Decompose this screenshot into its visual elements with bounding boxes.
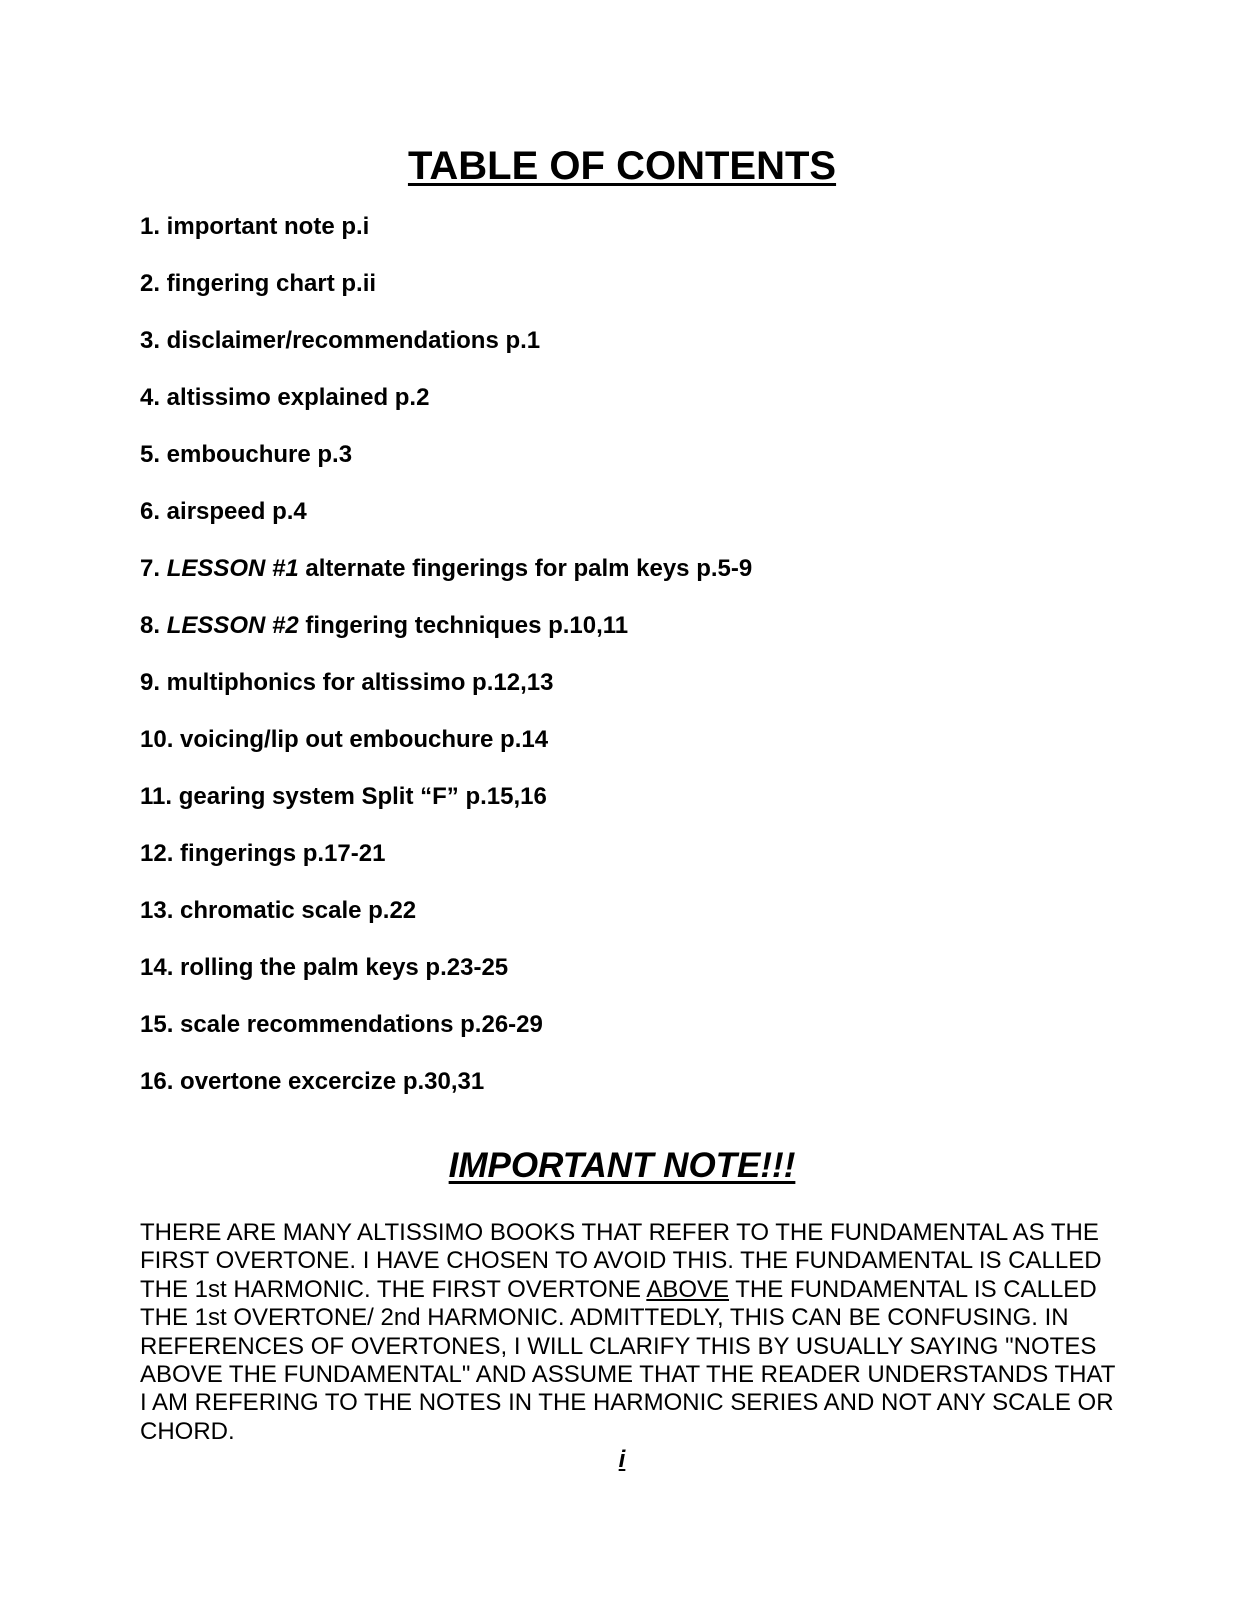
note-text-after: THE FUNDAMENTAL IS CALLED THE 1st OVERTONE/ 2nd HARMONIC. ADMITTEDLY, THIS CAN BE CONFUSING. IN REFERENCES OF OVERTONES, I WILL CLARIFY THIS BY USUALLY SAYING "NOTES ABOVE THE FUNDAMENTAL" AND ASSUME THAT THE READER UNDERSTANDS THAT I AM REFERING TO THE NOTES IN THE HARMONIC SERIES AND NOT ANY SCALE OR CHORD.: [140, 1275, 1115, 1445]
toc-item: [140, 1010, 1140, 1067]
toc-item-text: 11. gearing system Split “F” p.15,16: [140, 783, 547, 810]
page-number: i: [618, 1446, 626, 1473]
important-note-title: IMPORTANT NOTE!!!: [448, 1146, 796, 1185]
toc-lesson-label: LESSON #1: [166, 555, 299, 582]
toc-item-text: 5. embouchure p.3: [140, 441, 353, 468]
toc-item-text: 13. chromatic scale p.22: [140, 897, 417, 924]
toc-item: [140, 782, 1140, 839]
toc-lesson-label: LESSON #2: [166, 612, 299, 639]
toc-item: [140, 269, 1140, 326]
toc-item: [140, 725, 1140, 782]
toc-item: [140, 212, 1140, 269]
toc-item-text: 9. multiphonics for altissimo p.12,13: [140, 669, 554, 696]
toc-item-text: 6. airspeed p.4: [140, 498, 307, 525]
toc-item-text: 10. voicing/lip out embouchure p.14: [140, 726, 549, 753]
page-title: TABLE OF CONTENTS: [407, 144, 837, 188]
toc-item-text: 2. fingering chart p.ii: [140, 270, 377, 297]
toc-item-text: 12. fingerings p.17-21: [140, 840, 386, 867]
toc-item: [140, 554, 1140, 611]
toc-item-text: 3. disclaimer/recommendations p.1: [140, 327, 541, 354]
note-text-emphasis: ABOVE: [646, 1275, 730, 1303]
toc-item: [140, 839, 1140, 896]
important-note-body: [140, 1219, 1120, 1446]
toc-item: [140, 953, 1140, 1010]
toc-item: [140, 383, 1140, 440]
toc-item: [140, 668, 1140, 725]
toc-item-rest: alternate fingerings for palm keys p.5-9: [298, 555, 753, 582]
toc-item: [140, 440, 1140, 497]
toc-item-text: 14. rolling the palm keys p.23-25: [140, 954, 509, 981]
toc-item-text: 1. important note p.i: [140, 213, 370, 240]
note-text-before: THERE ARE MANY ALTISSIMO BOOKS THAT REFER TO THE FUNDAMENTAL AS THE FIRST OVERTONE. I HAVE CHOSEN TO AVOID THIS. THE FUNDAMENTAL IS CALLED THE 1st HARMONIC. THE FIRST OVERTONE: [140, 1219, 1102, 1303]
toc-item-text: 4. altissimo explained p.2: [140, 384, 430, 411]
table-of-contents: [140, 212, 1140, 1124]
toc-item: [140, 611, 1140, 668]
toc-item-text: 7.: [140, 555, 167, 582]
toc-item-rest: fingering techniques p.10,11: [298, 612, 629, 639]
toc-item: [140, 1067, 1140, 1124]
toc-item-text: 15. scale recommendations p.26-29: [140, 1011, 543, 1038]
toc-item: [140, 326, 1140, 383]
toc-item-text: 16. overtone excercize p.30,31: [140, 1068, 485, 1095]
toc-item-text: 8.: [140, 612, 167, 639]
toc-item: [140, 896, 1140, 953]
toc-item: [140, 497, 1140, 554]
